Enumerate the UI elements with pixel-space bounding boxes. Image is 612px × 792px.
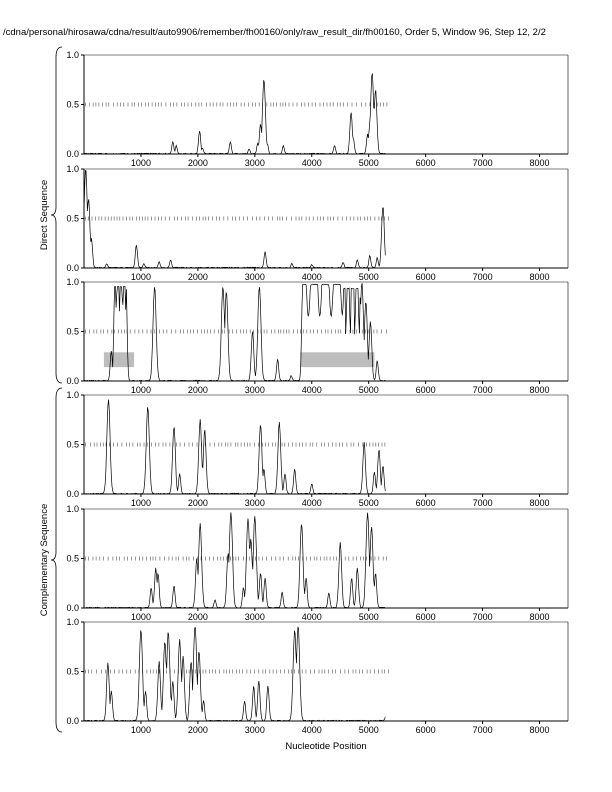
x-tick-label: 3000 xyxy=(244,725,265,735)
x-tick-label: 7000 xyxy=(472,158,493,168)
y-tick-label: 1.0 xyxy=(66,50,79,60)
x-tick-label: 6000 xyxy=(415,158,436,168)
y-tick-label: 0.0 xyxy=(66,376,79,386)
x-tick-label: 6000 xyxy=(415,385,436,395)
x-tick-label: 4000 xyxy=(301,725,322,735)
x-tick-label: 2000 xyxy=(187,498,208,508)
x-tick-label: 4000 xyxy=(301,385,322,395)
threshold-marks xyxy=(86,330,387,334)
x-tick-label: 5000 xyxy=(358,725,379,735)
x-tick-label: 7000 xyxy=(472,272,493,282)
x-tick-label: 6000 xyxy=(415,498,436,508)
series-line xyxy=(84,400,385,495)
panels-group xyxy=(66,50,568,735)
x-tick-label: 5000 xyxy=(358,385,379,395)
y-tick-label: 0.0 xyxy=(66,149,79,159)
panel-6 xyxy=(66,617,568,735)
y-tick-label: 0.5 xyxy=(66,553,79,564)
x-tick-label: 8000 xyxy=(529,385,550,395)
y-tick-label: 0.0 xyxy=(66,716,79,726)
y-tick-label: 0.0 xyxy=(66,263,79,273)
complementary-sequence-label: Complementary Sequence xyxy=(39,503,50,617)
x-tick-label: 2000 xyxy=(187,158,208,168)
x-tick-label: 1000 xyxy=(130,158,151,168)
panel-5 xyxy=(66,504,568,622)
x-tick-label: 2000 xyxy=(187,725,208,735)
y-tick-label: 1.0 xyxy=(66,164,79,174)
panel-1 xyxy=(66,50,568,168)
region-bar-2 xyxy=(300,352,374,367)
panel-2 xyxy=(66,164,568,282)
x-tick-label: 1000 xyxy=(130,272,151,282)
y-tick-label: 0.5 xyxy=(66,326,79,337)
x-tick-label: 1000 xyxy=(130,725,151,735)
group-brackets xyxy=(51,47,62,732)
y-tick-label: 0.0 xyxy=(66,603,79,613)
series-line xyxy=(84,171,385,269)
x-tick-label: 8000 xyxy=(529,158,550,168)
y-tick-label: 1.0 xyxy=(66,504,79,514)
x-tick-label: 2000 xyxy=(187,385,208,395)
x-tick-label: 7000 xyxy=(472,612,493,622)
x-tick-label: 7000 xyxy=(472,725,493,735)
x-tick-label: 8000 xyxy=(529,272,550,282)
x-tick-label: 4000 xyxy=(301,612,322,622)
x-tick-label: 6000 xyxy=(415,725,436,735)
y-tick-label: 1.0 xyxy=(66,617,79,627)
direct-bracket xyxy=(51,47,62,383)
panel-4 xyxy=(66,390,568,508)
panel-3 xyxy=(66,277,568,395)
x-tick-label: 6000 xyxy=(415,612,436,622)
x-tick-label: 3000 xyxy=(244,385,265,395)
x-tick-label: 4000 xyxy=(301,158,322,168)
series-line xyxy=(84,512,385,608)
x-tick-label: 5000 xyxy=(358,272,379,282)
x-tick-label: 6000 xyxy=(415,272,436,282)
x-tick-label: 7000 xyxy=(472,498,493,508)
complementary-bracket xyxy=(51,388,62,732)
x-tick-label: 4000 xyxy=(301,272,322,282)
y-tick-label: 0.5 xyxy=(66,439,79,450)
y-tick-label: 0.5 xyxy=(66,99,79,110)
y-tick-label: 0.0 xyxy=(66,489,79,499)
x-tick-label: 3000 xyxy=(244,272,265,282)
y-tick-label: 0.5 xyxy=(66,666,79,677)
y-tick-label: 1.0 xyxy=(66,277,79,287)
x-tick-label: 7000 xyxy=(472,385,493,395)
threshold-marks xyxy=(86,670,389,674)
x-tick-label: 8000 xyxy=(529,498,550,508)
series-line xyxy=(84,74,385,155)
y-tick-label: 0.5 xyxy=(66,213,79,224)
x-tick-label: 1000 xyxy=(130,498,151,508)
x-tick-label: 5000 xyxy=(358,498,379,508)
threshold-marks xyxy=(86,217,389,221)
x-tick-label: 5000 xyxy=(358,612,379,622)
threshold-marks xyxy=(86,443,385,447)
series-line xyxy=(84,627,385,721)
x-tick-label: 4000 xyxy=(301,498,322,508)
x-tick-label: 2000 xyxy=(187,612,208,622)
x-tick-label: 3000 xyxy=(244,498,265,508)
x-tick-label: 1000 xyxy=(130,385,151,395)
y-tick-label: 1.0 xyxy=(66,390,79,400)
x-tick-label: 5000 xyxy=(358,158,379,168)
x-tick-label: 1000 xyxy=(130,612,151,622)
x-tick-label: 2000 xyxy=(187,272,208,282)
x-tick-label: 3000 xyxy=(244,158,265,168)
direct-sequence-label: Direct Sequence xyxy=(39,179,50,251)
x-tick-label: 8000 xyxy=(529,725,550,735)
x-axis-label: Nucleotide Position xyxy=(285,741,367,752)
region-bar-1 xyxy=(104,352,134,367)
figure-header: /cdna/personal/hirosawa/cdna/result/auto9906/remember/fh00160/only/raw_result_dir/fh00160, Order 5, Window 96, Step 12, 2/2 xyxy=(3,27,546,38)
threshold-marks xyxy=(86,103,387,107)
x-tick-label: 8000 xyxy=(529,612,550,622)
x-tick-label: 3000 xyxy=(244,612,265,622)
